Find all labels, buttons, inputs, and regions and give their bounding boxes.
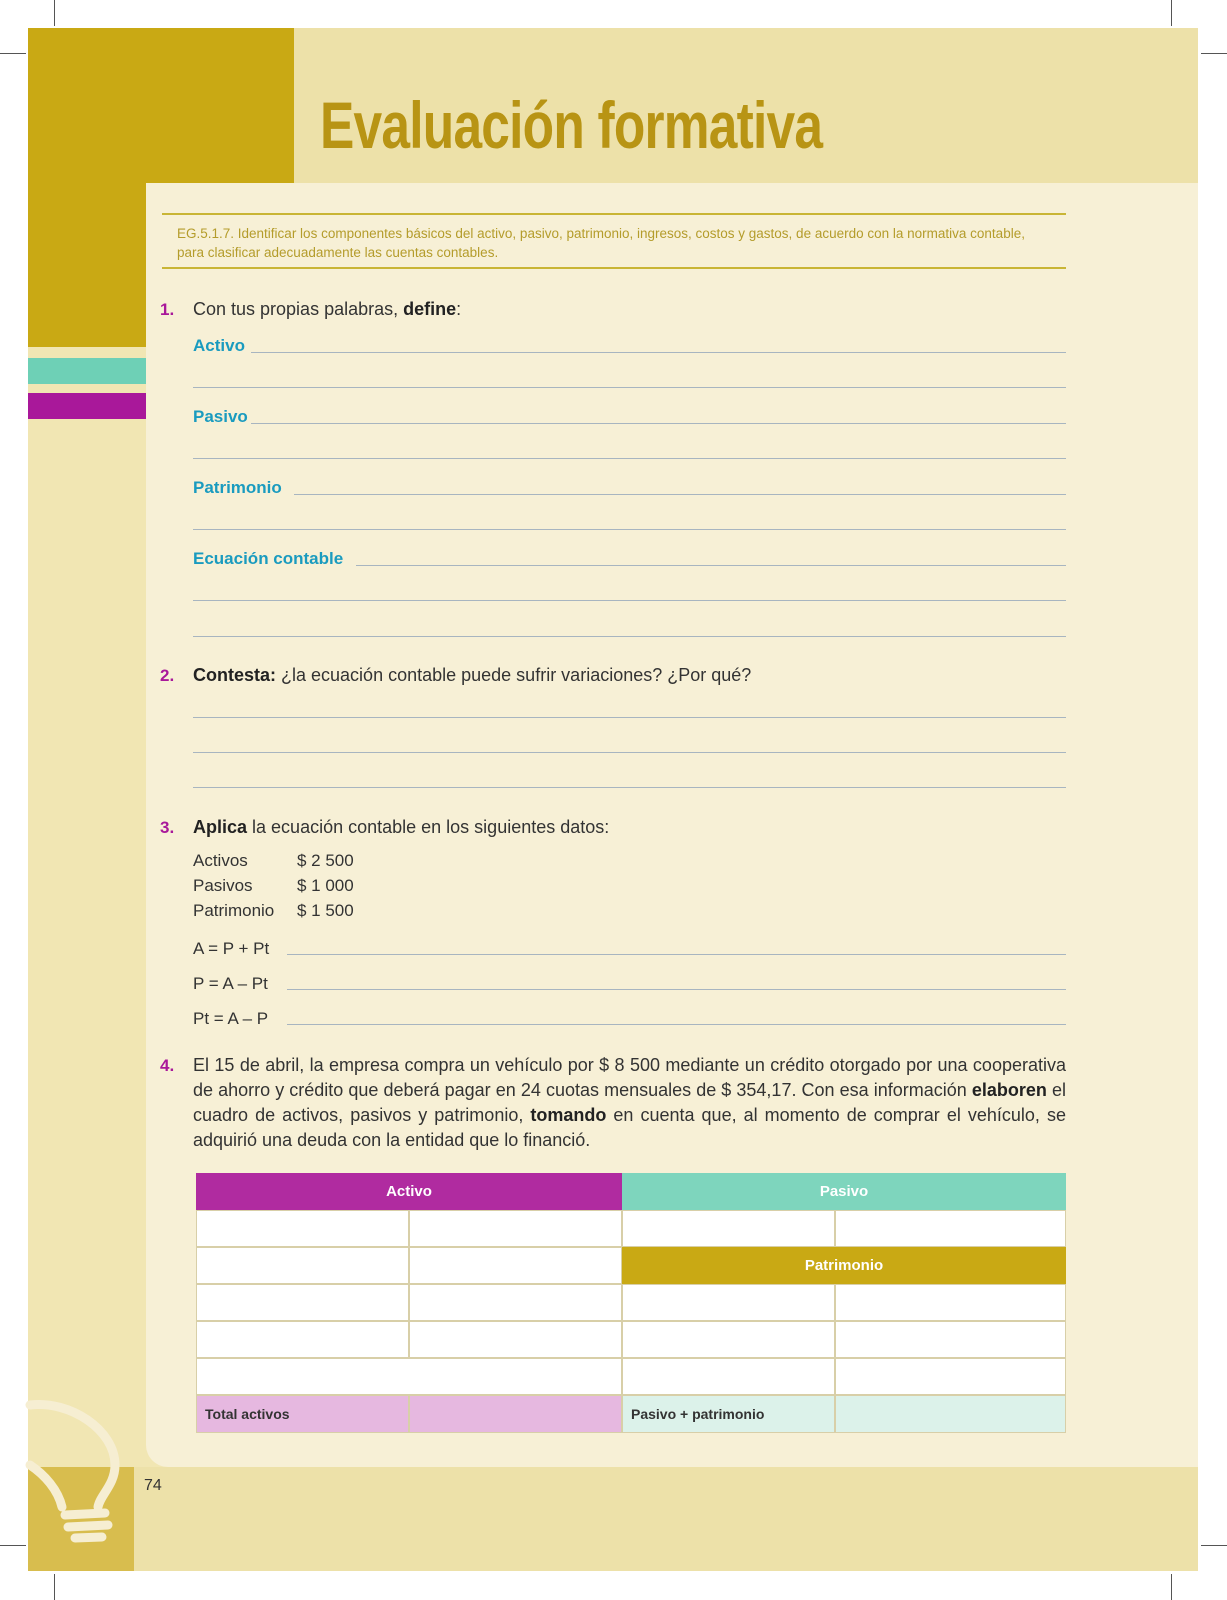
- answer-line[interactable]: [294, 494, 1066, 495]
- answer-line[interactable]: [251, 423, 1066, 424]
- table-cell[interactable]: [196, 1284, 409, 1321]
- question-text: Aplica la ecuación contable en los siguientes datos:: [193, 817, 610, 837]
- question-text: Contesta: ¿la ecuación contable puede sufrir variaciones? ¿Por qué?: [193, 665, 752, 685]
- table-cell[interactable]: [835, 1321, 1066, 1358]
- table-cell[interactable]: [622, 1284, 835, 1321]
- question-text: El 15 de abril, la empresa compra un vehículo por $ 8 500 mediante un crédito otorgado por una cooperativa de ahorro y crédito que deberá pagar en 24 cuotas mensuales de $ 354,17. Con esa información elaboren el cuadro de activos, pasivos y patrimonio, tomando en cuenta que, al momento de comprar el vehículo, se adquirió una deuda con la entidad que lo financió.: [193, 1055, 1066, 1150]
- term-patrimonio: Patrimonio: [193, 478, 282, 497]
- data-row: Activos $ 2 500: [193, 851, 354, 870]
- data-row: Pasivos $ 1 000: [193, 876, 354, 895]
- formula: A = P + Pt: [193, 939, 270, 958]
- term-ecuacion-contable: Ecuación contable: [193, 549, 344, 568]
- crop-mark: [0, 53, 26, 54]
- table-header-patrimonio: Patrimonio: [622, 1247, 1066, 1284]
- answer-line[interactable]: [193, 636, 1066, 637]
- footer-band: [28, 1467, 1198, 1571]
- crop-mark: [1171, 1574, 1172, 1600]
- table-cell[interactable]: [196, 1358, 622, 1395]
- question-number: 3.: [160, 818, 175, 837]
- crop-mark: [1201, 1545, 1227, 1546]
- table-header-activo: Activo: [196, 1173, 622, 1210]
- table-header-pasivo: Pasivo: [622, 1173, 1066, 1210]
- learning-objective: EG.5.1.7. Identificar los componentes básicos del activo, pasivo, patrimonio, ingresos, costos y gastos, de acuerdo con la normativa contable, para clasificar adecuadamente las cuentas contables.: [162, 213, 1066, 269]
- crop-mark: [1171, 0, 1172, 26]
- term-activo: Activo: [193, 336, 245, 355]
- table-cell[interactable]: [622, 1358, 835, 1395]
- table-cell[interactable]: [835, 1210, 1066, 1247]
- answer-line[interactable]: [193, 387, 1066, 388]
- crop-mark: [54, 0, 55, 26]
- pasivo-patrimonio-label: Pasivo + patrimonio: [622, 1395, 835, 1433]
- formula: P = A – Pt: [193, 974, 268, 993]
- term-pasivo: Pasivo: [193, 407, 248, 426]
- answer-line[interactable]: [193, 717, 1066, 718]
- question-number: 4.: [160, 1056, 175, 1075]
- table-cell[interactable]: [409, 1321, 622, 1358]
- total-activos-value[interactable]: [409, 1395, 622, 1433]
- table-cell[interactable]: [622, 1321, 835, 1358]
- crop-mark: [0, 1545, 26, 1546]
- answer-line[interactable]: [193, 752, 1066, 753]
- answer-line[interactable]: [193, 600, 1066, 601]
- table-cell[interactable]: [196, 1321, 409, 1358]
- crop-mark: [1201, 53, 1227, 54]
- page-number: 74: [144, 1477, 162, 1494]
- answer-line[interactable]: [287, 954, 1066, 955]
- balance-table: [196, 1173, 1066, 1435]
- answer-line[interactable]: [356, 565, 1066, 566]
- page-title: Evaluación formativa: [320, 88, 823, 162]
- formula: Pt = A – P: [193, 1009, 269, 1028]
- question-number: 2.: [160, 666, 175, 685]
- table-cell[interactable]: [622, 1210, 835, 1247]
- total-activos-label: Total activos: [196, 1395, 409, 1433]
- teal-stripe: [28, 358, 146, 384]
- answer-line[interactable]: [287, 989, 1066, 990]
- table-cell[interactable]: [196, 1247, 409, 1284]
- table-cell[interactable]: [196, 1210, 409, 1247]
- table-cell[interactable]: [409, 1247, 622, 1284]
- crop-mark: [54, 1574, 55, 1600]
- answer-line[interactable]: [287, 1024, 1066, 1025]
- question-4: [160, 1053, 1066, 1153]
- answer-line[interactable]: [193, 529, 1066, 530]
- side-gold-block: [28, 28, 294, 183]
- answer-line[interactable]: [193, 458, 1066, 459]
- table-cell[interactable]: [835, 1284, 1066, 1321]
- lightbulb-icon: [20, 1395, 140, 1545]
- pasivo-patrimonio-value[interactable]: [835, 1395, 1066, 1433]
- table-cell[interactable]: [835, 1358, 1066, 1395]
- side-gold-block: [28, 183, 146, 347]
- answer-line[interactable]: [251, 352, 1066, 353]
- question-text: Con tus propias palabras, define:: [193, 299, 462, 319]
- answer-line[interactable]: [193, 787, 1066, 788]
- data-row: Patrimonio $ 1 500: [193, 901, 354, 920]
- table-cell[interactable]: [409, 1284, 622, 1321]
- magenta-stripe: [28, 393, 146, 419]
- question-number: 1.: [160, 300, 175, 319]
- table-cell[interactable]: [409, 1210, 622, 1247]
